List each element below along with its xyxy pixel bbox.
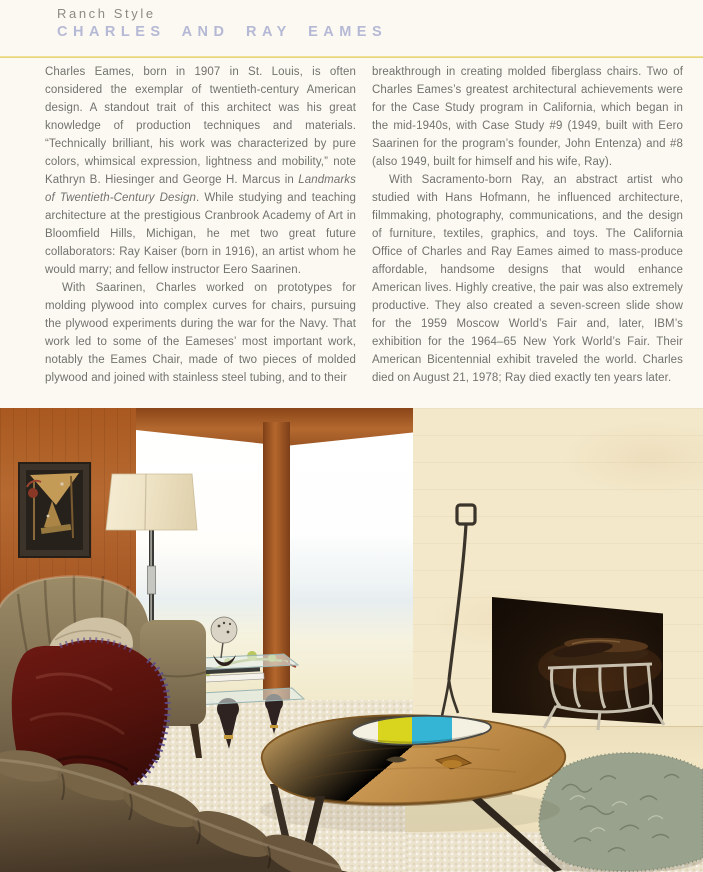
eyebrow-label: Ranch Style (57, 6, 156, 21)
article (45, 63, 683, 387)
book-title-italic: Landmarks of Twentieth-Century Design (45, 174, 356, 204)
paragraph: With Sacramento-born Ray, an abstract artist who studied with Hans Hofmann, he influenced architecture, filmmaking, photography, communications, and the design of furniture, textiles, graphics, and toys. The California Office of Charles and Ray Eames aimed to mass-produce affordable, handsome designs that would enhance American lives. Highly creative, the pair was also extremely productive. They also created a seven-screen slide show for the 1959 Moscow World’s Fair and, later, IBM’s exhibition for the 1964–65 New York World’s Fair. Their American Bicentennial exhibit traveled the world. Charles died on August 21, 1978; Ray died exactly ten years later. (372, 174, 683, 384)
living-room-photo (0, 408, 703, 872)
fire-poker-icon (442, 505, 475, 716)
page-header (57, 6, 387, 40)
paragraph-text: . While studying and teaching architecture at the prestigious Cranbrook Academy of Art in Bloomfield Hills, Michigan, he met two great future collaborators: Ray Kaiser (born in 1916), an artist whom he would marry; and fellow instructor Eero Saarinen. (45, 192, 356, 276)
paragraph: breakthrough in creating molded fiberglass chairs. Two of Charles Eames’s greatest architectural achievements were for the Case Study program in California, which began in the mid-1940s, with Case Study #9 (1949, built with Eero Saarinen for the program’s founder, John Entenza) and #8 (also 1949, built for himself and his wife, Ray). (372, 66, 683, 168)
right-column (372, 63, 683, 387)
page-title: CHARLES AND RAY EAMES (57, 24, 388, 40)
photo-furnishings (0, 408, 703, 872)
log-grate (538, 637, 664, 730)
paragraph (45, 63, 356, 279)
paragraph: With Saarinen, Charles worked on prototypes for molding plywood into complex curves for chairs, pursuing the plywood experiments during the war for the Navy. That work led to some of the Eameses’ most important work, notably the Eames Chair, made of two pieces of molded plywood and joined with stainless steel tubing, and to their (45, 282, 356, 384)
abstract-painting (19, 463, 90, 557)
accent-rule (0, 56, 703, 58)
left-column (45, 63, 356, 387)
paragraph-text: Charles Eames, born in 1907 in St. Louis, is often considered the exemplar of twentieth-century American design. A standout trait of this architect was his great knowledge of production techniques and materials. “Technically brilliant, his work was characterized by pure colors, whimsical expression, lightness and mobility,” note Kathryn B. Hiesinger and George H. Marcus in (45, 66, 356, 186)
